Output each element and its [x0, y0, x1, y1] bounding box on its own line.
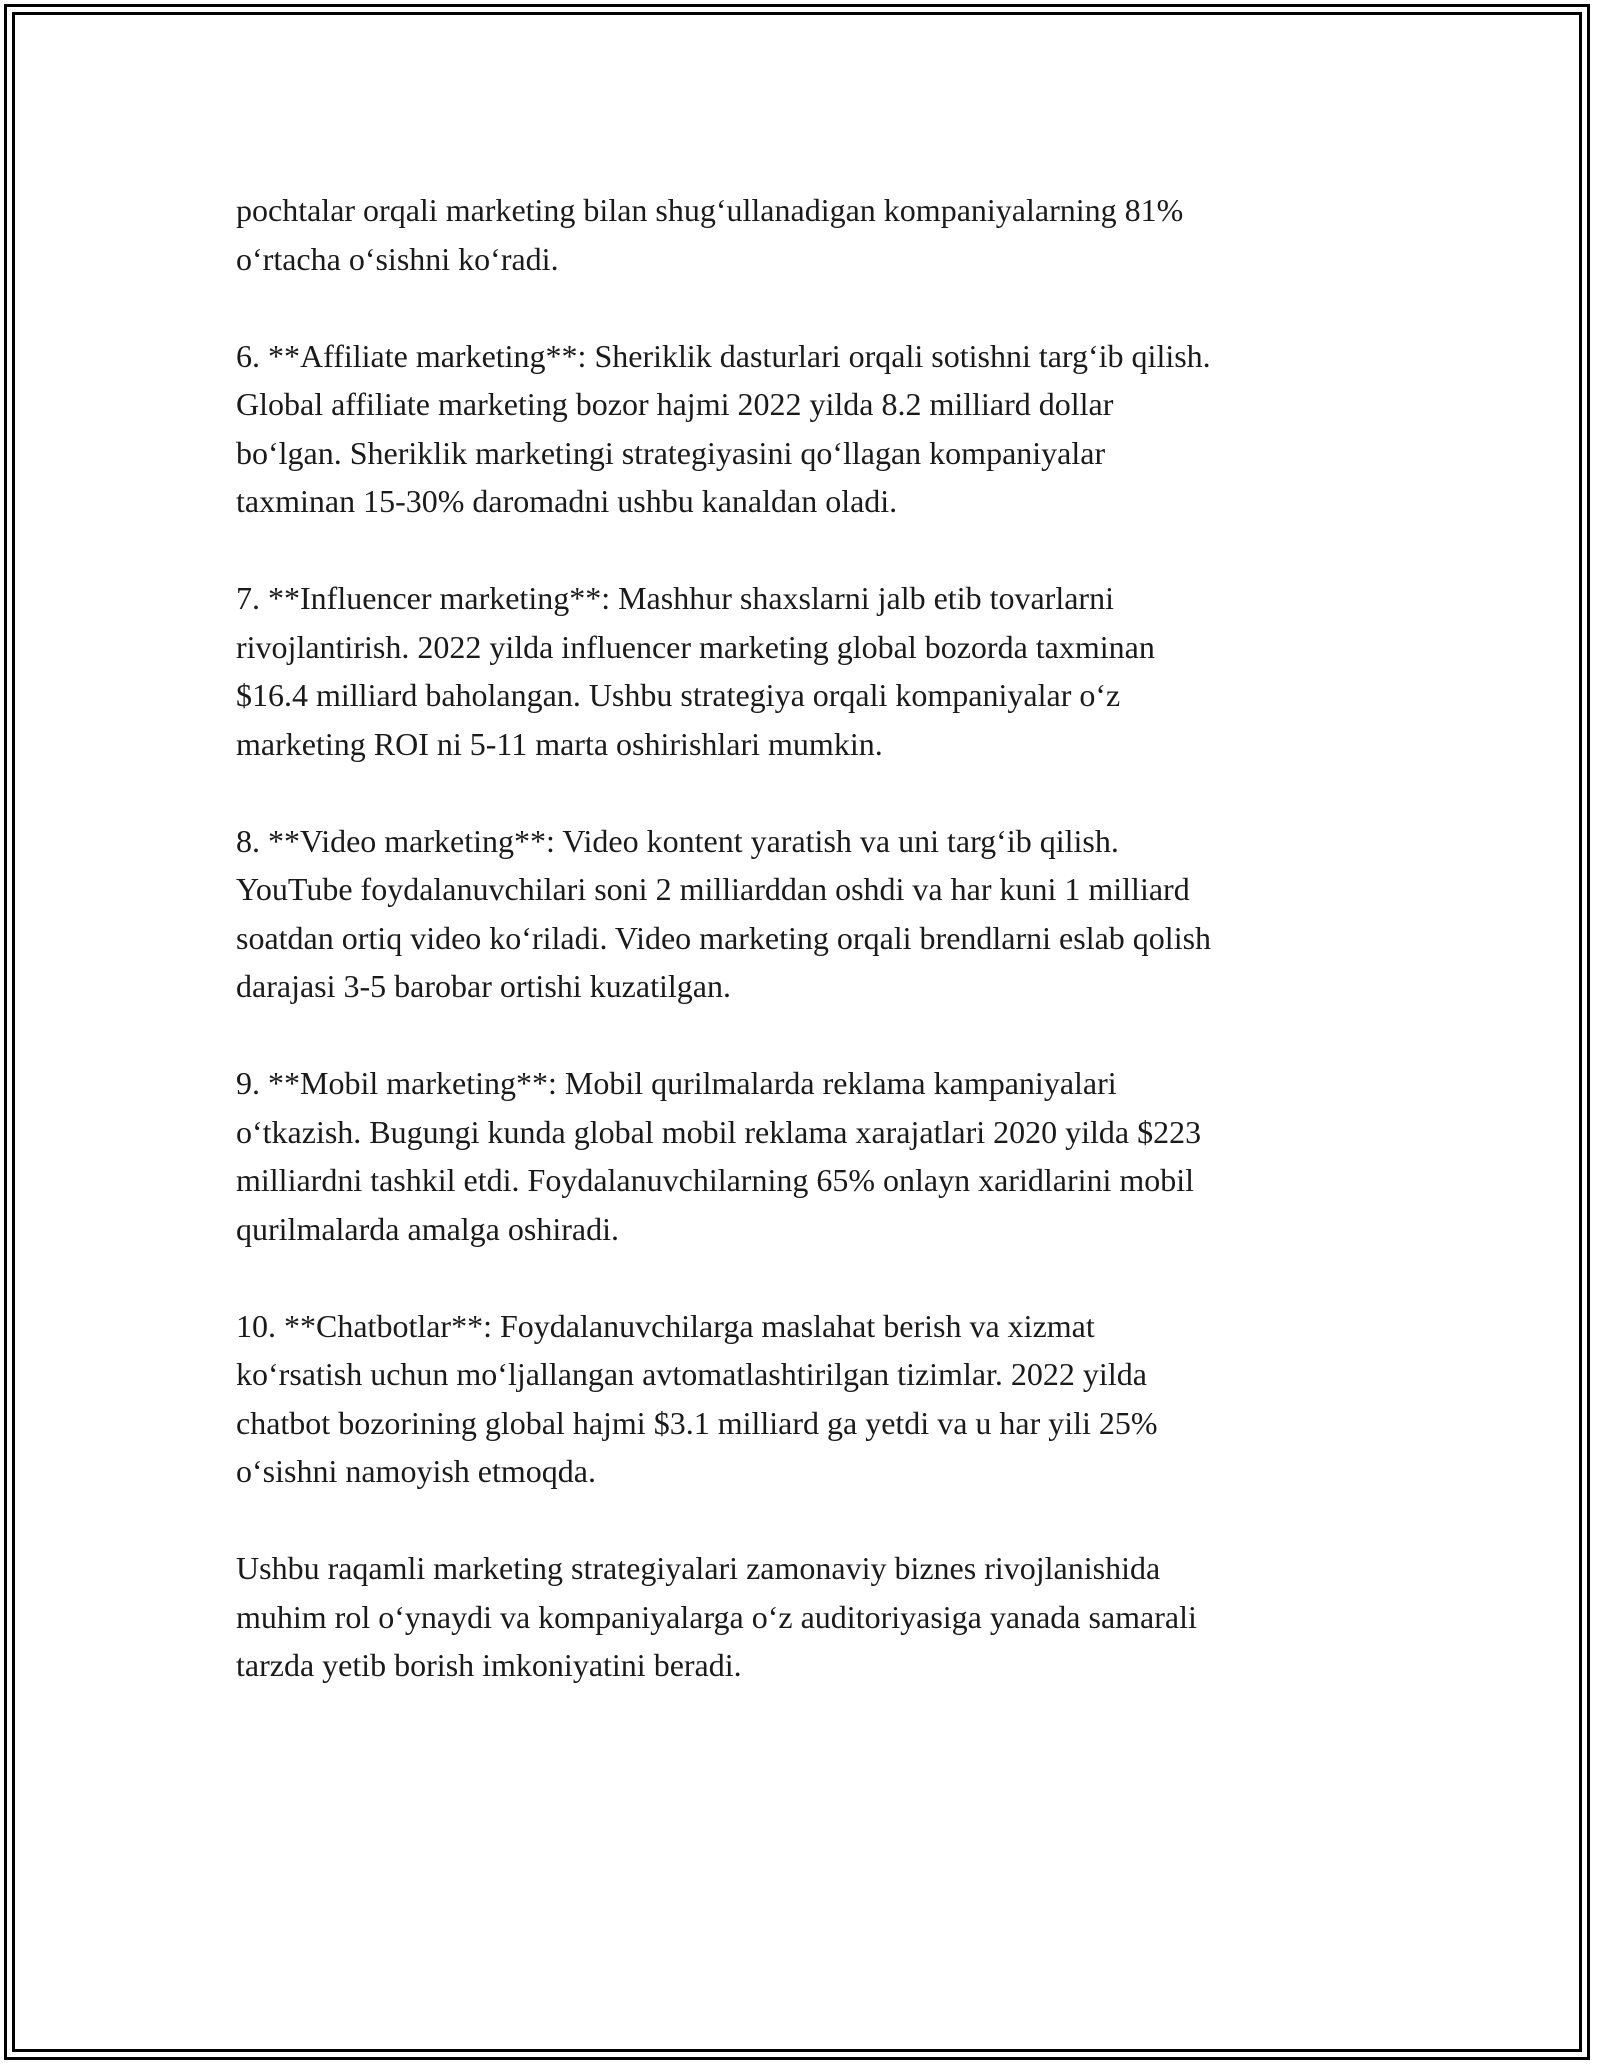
- text-line: 8. **Video marketing**: Video kontent yaratish va uni targ‘ib qilish.: [236, 822, 1119, 859]
- paragraph-item-10-chatbots: [236, 1302, 1366, 1496]
- text-line: milliardni tashkil etdi. Foydalanuvchilarning 65% onlayn xaridlarini mobil: [236, 1162, 1195, 1198]
- paragraph-item-8-video-marketing: [236, 817, 1366, 1011]
- paragraph-item-7-influencer-marketing: [236, 574, 1366, 768]
- text-line: marketing ROI ni 5-11 marta oshirishlari mumkin.: [236, 725, 883, 762]
- text-line: Global affiliate marketing bozor hajmi 2022 yilda 8.2 milliard dollar: [236, 386, 1114, 422]
- text-line: darajasi 3-5 barobar ortishi kuzatilgan.: [236, 968, 731, 1004]
- paragraph-intro-continuation: [236, 186, 1366, 283]
- text-line: rivojlantirish. 2022 yilda influencer marketing global bozorda taxminan: [236, 628, 1155, 665]
- text-line: Ushbu raqamli marketing strategiyalari zamonaviy biznes rivojlanishida: [236, 1550, 1161, 1586]
- text-line: o‘rtacha o‘sishni ko‘radi.: [236, 240, 559, 277]
- text-line: chatbot bozorining global hajmi $3.1 milliard ga yetdi va u har yili 25%: [236, 1404, 1158, 1441]
- text-line: ko‘rsatish uchun mo‘ljallangan avtomatlashtirilgan tizimlar. 2022 yilda: [236, 1356, 1147, 1392]
- text-line: $16.4 milliard baholangan. Ushbu strategiya orqali kompaniyalar o‘z: [236, 677, 1121, 713]
- paragraph-item-9-mobile-marketing: [236, 1059, 1366, 1253]
- text-line: muhim rol o‘ynaydi va kompaniyalarga o‘z auditoriyasiga yanada samarali: [236, 1598, 1197, 1635]
- text-line: YouTube foydalanuvchilari soni 2 milliarddan oshdi va har kuni 1 milliard: [236, 871, 1190, 907]
- text-line: soatdan ortiq video ko‘riladi. Video marketing orqali brendlarni eslab qolish: [236, 919, 1212, 956]
- document-body: [236, 186, 1366, 1738]
- paragraph-item-6-affiliate-marketing: [236, 332, 1366, 526]
- paragraph-conclusion: [236, 1544, 1366, 1690]
- text-line: 10. **Chatbotlar**: Foydalanuvchilarga maslahat berish va xizmat: [236, 1307, 1095, 1344]
- text-line: 6. **Affiliate marketing**: Sheriklik dasturlari orqali sotishni targ‘ib qilish.: [236, 337, 1211, 374]
- text-line: 7. **Influencer marketing**: Mashhur shaxslarni jalb etib tovarlarni: [236, 580, 1114, 616]
- text-line: tarzda yetib borish imkoniyatini beradi.: [236, 1647, 742, 1683]
- text-line: o‘sishni namoyish etmoqda.: [236, 1453, 596, 1489]
- text-line: o‘tkazish. Bugungi kunda global mobil reklama xarajatlari 2020 yilda $223: [236, 1113, 1202, 1150]
- text-line: pochtalar orqali marketing bilan shug‘ullanadigan kompaniyalarning 81%: [236, 192, 1184, 228]
- text-line: qurilmalarda amalga oshiradi.: [236, 1210, 619, 1247]
- text-line: bo‘lgan. Sheriklik marketingi strategiyasini qo‘llagan kompaniyalar: [236, 434, 1106, 471]
- text-line: taxminan 15-30% daromadni ushbu kanaldan oladi.: [236, 483, 898, 519]
- text-line: 9. **Mobil marketing**: Mobil qurilmalarda reklama kampaniyalari: [236, 1065, 1117, 1101]
